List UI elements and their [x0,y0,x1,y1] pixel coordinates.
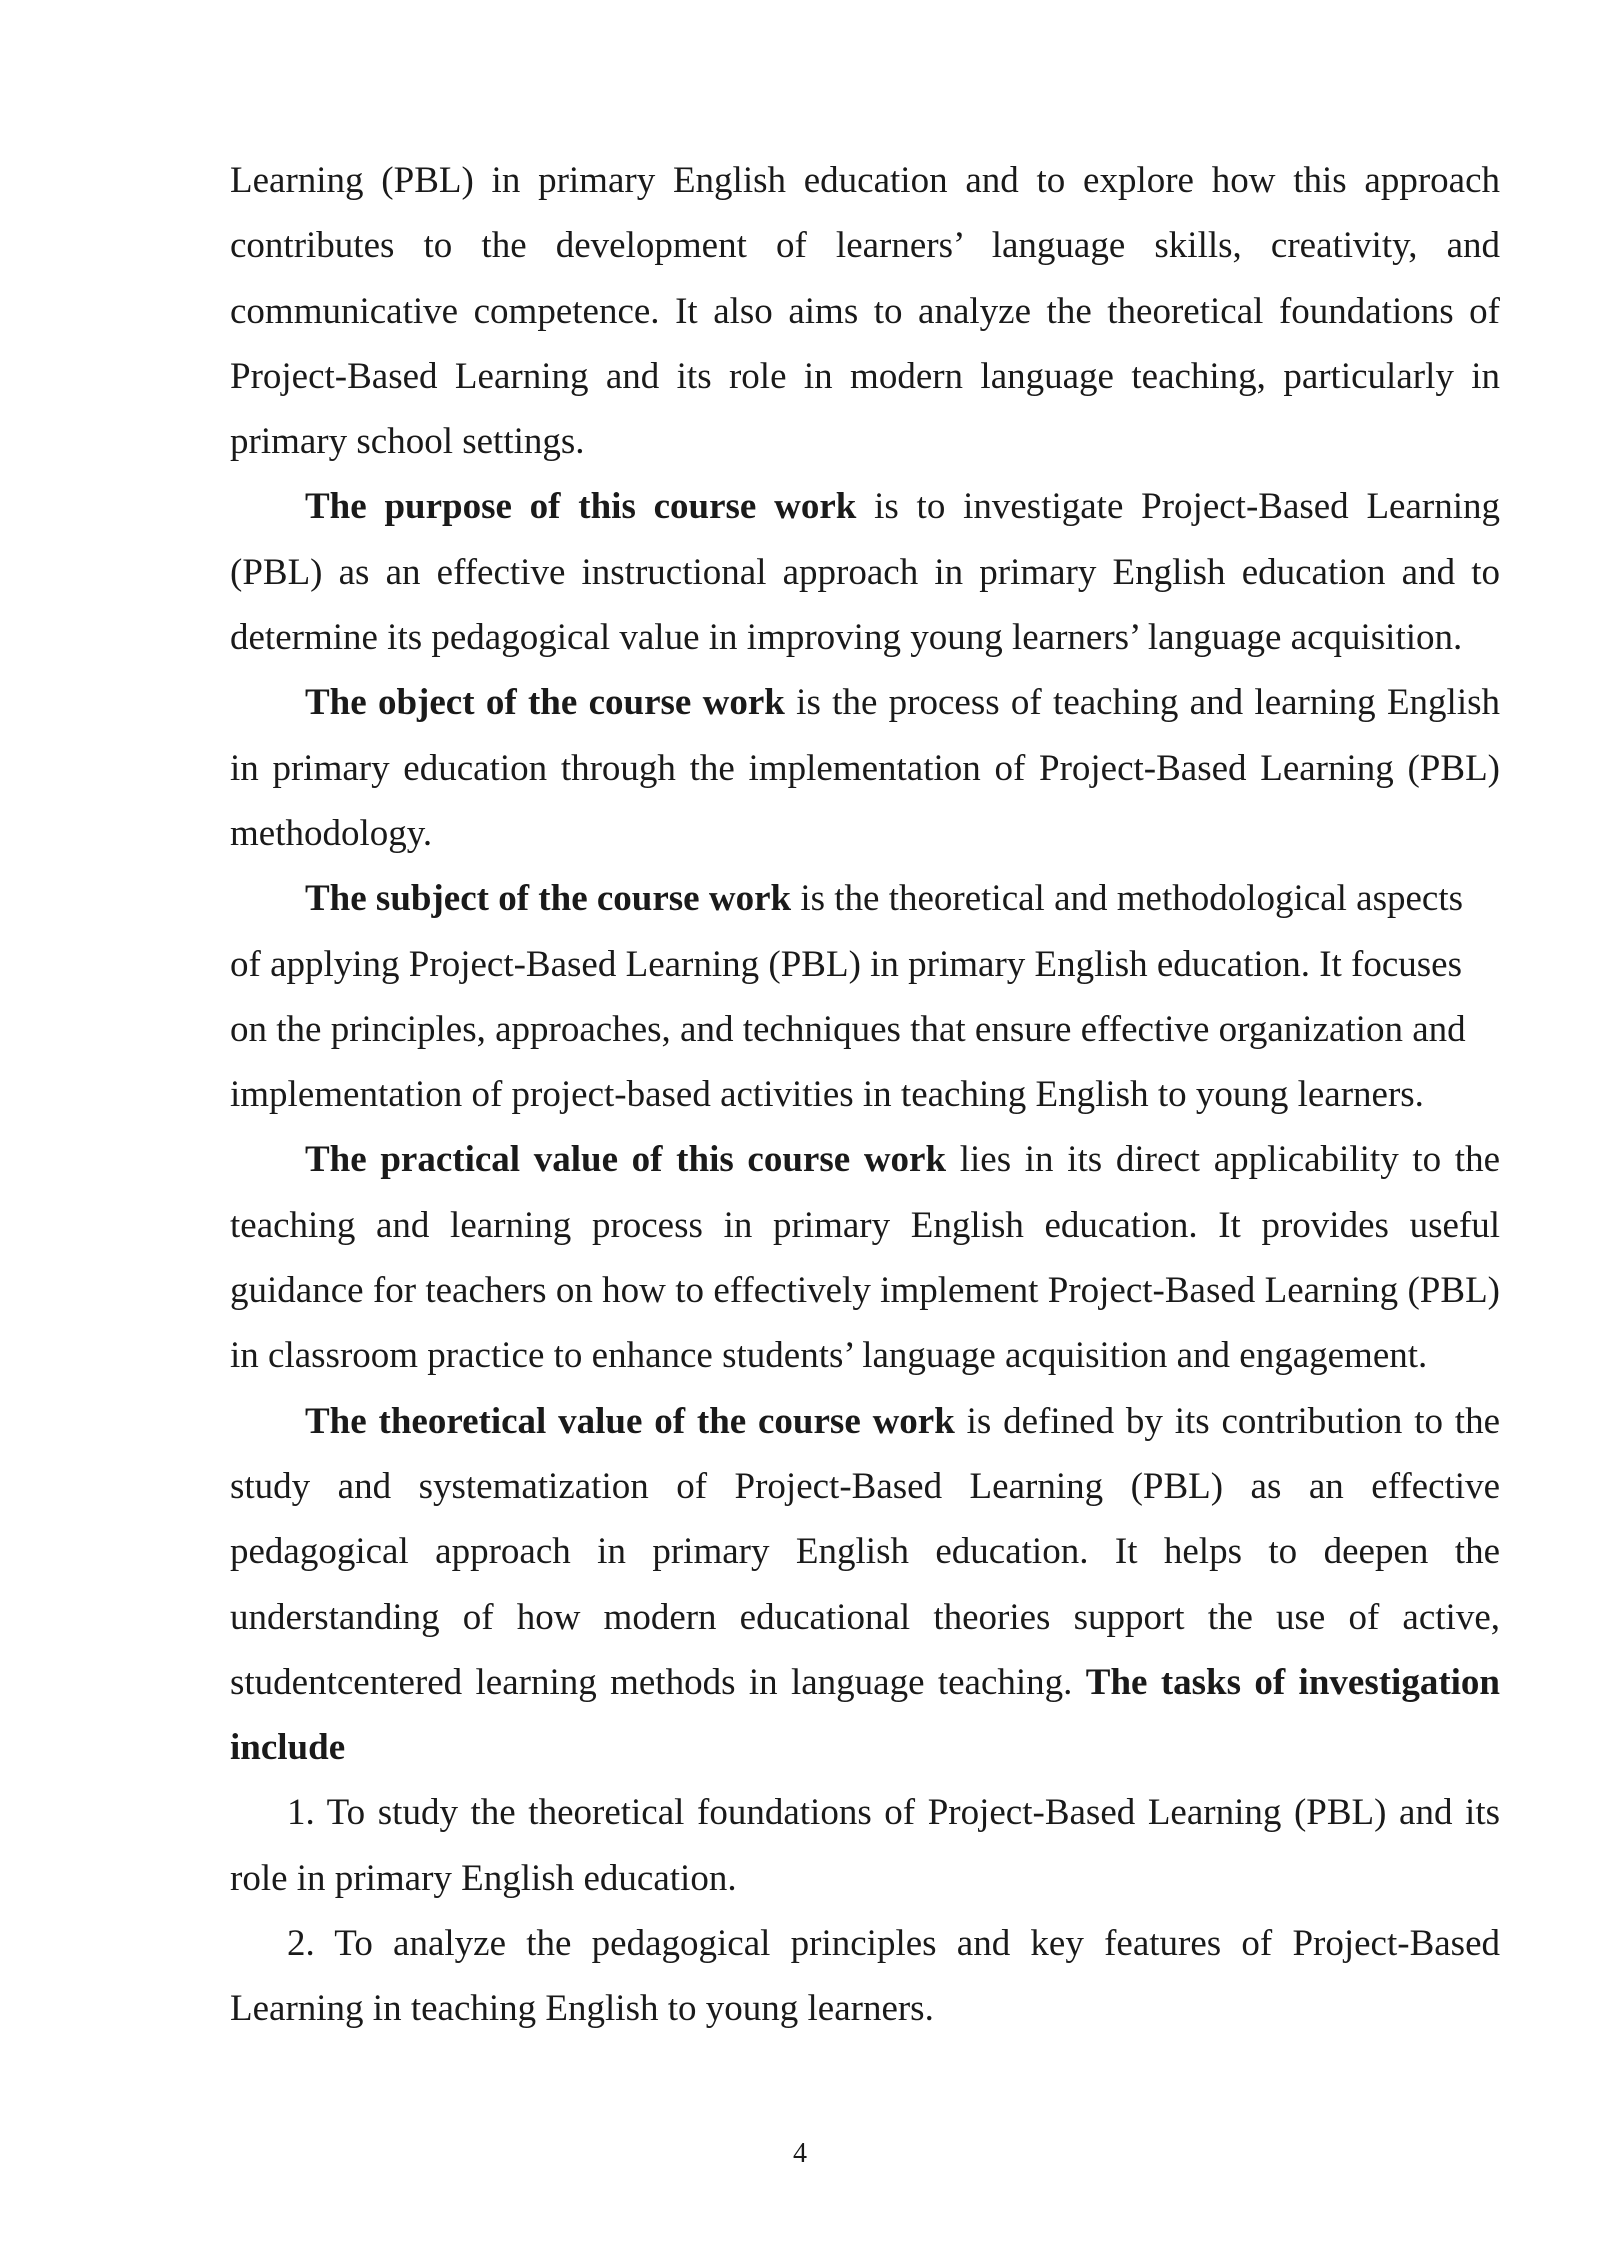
theoretical-text: is defined by its contribution to the study and systematization of Project-Based Learning (PBL) as an effective pedagogical approach in primary English education. It helps to deepen the understanding of how modern educational theories support the use of active, studentcentered learning methods in language teaching. [230,1400,1500,1703]
page-number: 4 [793,2138,807,2169]
body-text [230,148,1500,2042]
subject-heading: The subject of the course work [305,878,792,920]
practical-paragraph [230,1127,1500,1388]
intro-paragraph: Learning (PBL) in primary English education and to explore how this approach contributes to the development of learners’ language skills, creativity, and communicative competence. It also aims to analyze the theoretical foundations of Project-Based Learning and its role in modern language teaching, particularly in primary school settings. [230,160,1500,463]
theoretical-paragraph [230,1389,1500,1781]
object-text: is the process of teaching and learning English in primary education through the implementation of Project-Based Learning (PBL) methodology. [230,682,1500,854]
practical-heading: The practical value of this course work [305,1139,947,1181]
tasks-heading: The tasks of investigation include [230,1661,1501,1769]
object-heading: The object of the course work [305,682,785,724]
subject-text: is the theoretical and methodological aspects of applying Project-Based Learning (PBL) in primary English education. It focuses on the principles, approaches, and techniques that ensure effective organization and implementation of project-based activities in teaching English to young learners. [230,878,1466,1116]
theoretical-heading: The theoretical value of the course work [305,1400,955,1442]
subject-paragraph [230,866,1500,1127]
purpose-heading: The purpose of this course work [305,486,857,528]
task-item-1: 1. To study the theoretical foundations of Project-Based Learning (PBL) and its role in primary English education. [230,1792,1500,1899]
practical-text: lies in its direct applicability to the teaching and learning process in primary English education. It provides useful guidance for teachers on how to effectively implement Project-Based Learning (PBL) in classroom practice to enhance students’ language acquisition and engagement. [230,1139,1501,1377]
purpose-text: is to investigate Project-Based Learning (PBL) as an effective instructional approach in primary English education and to determine its pedagogical value in improving young learners’ language acquisition. [230,486,1500,659]
task-item-2: 2. To analyze the pedagogical principles and key features of Project-Based Learning in teaching English to young learners. [230,1923,1500,2030]
object-paragraph [230,670,1500,866]
purpose-paragraph [230,474,1500,670]
